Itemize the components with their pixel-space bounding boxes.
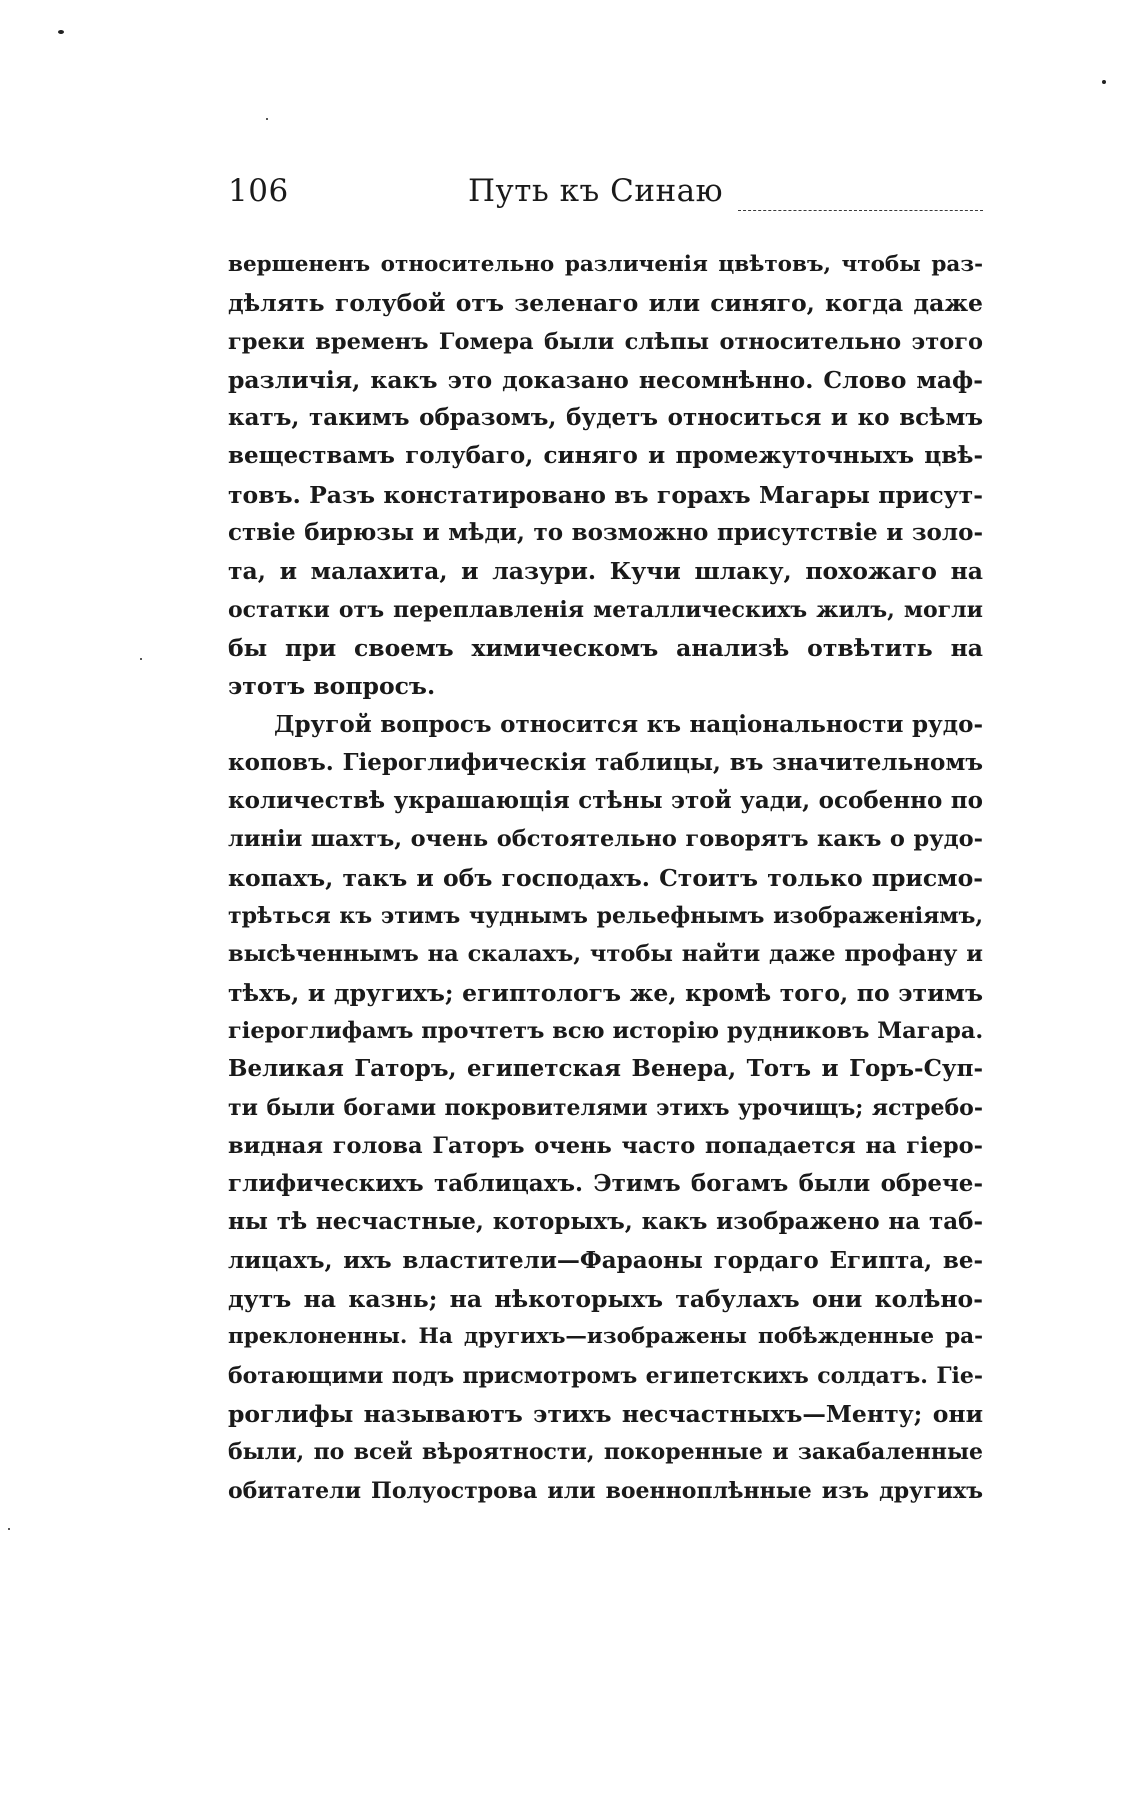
print-speck xyxy=(266,118,268,120)
page-number: 106 xyxy=(228,173,289,209)
text-line: бы при своемъ химическомъ анализѣ отвѣтить на xyxy=(228,633,983,662)
text-line: остатки отъ переплавленія металлическихъ жилъ, могли xyxy=(228,596,983,623)
running-title: Путь къ Синаю xyxy=(468,173,724,209)
text-line: глифическихъ таблицахъ. Этимъ богамъ были обрече- xyxy=(228,1170,983,1198)
text-line: линіи шахтъ, очень обстоятельно говорятъ какъ о рудо- xyxy=(228,826,983,853)
print-speck xyxy=(8,1528,10,1530)
text-line: высѣченнымъ на скалахъ, чтобы найти даже профану и xyxy=(228,941,983,968)
text-line: коповъ. Гіероглифическія таблицы, въ значительномъ xyxy=(228,748,983,776)
text-line: Великая Гаторъ, египетская Венера, Тотъ и Горъ-Суп- xyxy=(228,1055,983,1083)
text-line: тѣхъ, и другихъ; египтологъ же, кромѣ того, по этимъ xyxy=(228,978,983,1007)
text-line: лицахъ, ихъ властители—Фараоны гордаго Египта, ве- xyxy=(228,1246,983,1274)
text-line: этотъ вопросъ. xyxy=(228,672,436,701)
paragraph-2 xyxy=(228,706,983,1510)
text-line: катъ, такимъ образомъ, будетъ относиться и ко всѣмъ xyxy=(228,404,983,432)
text-line: были, по всей вѣроятности, покоренные и закабаленные xyxy=(228,1439,983,1466)
text-line: дѣлять голубой отъ зеленаго или синяго, когда даже xyxy=(228,289,983,318)
text-line: копахъ, такъ и объ господахъ. Стоитъ только присмо- xyxy=(228,863,983,892)
text-line: трѣться къ этимъ чуднымъ рельефнымъ изображеніямъ, xyxy=(228,903,983,930)
print-speck xyxy=(140,658,142,660)
header-rule xyxy=(738,210,983,211)
text-line: обитатели Полуострова или военноплѣнные изъ другихъ xyxy=(228,1477,983,1504)
text-line: роглифы называютъ этихъ несчастныхъ—Менту; они xyxy=(228,1399,983,1428)
text-line: дутъ на казнь; на нѣкоторыхъ табулахъ они колѣно- xyxy=(228,1285,983,1314)
text-line: ствіе бирюзы и мѣди, то возможно присутствіе и золо- xyxy=(228,519,983,547)
text-line: ти были богами покровителями этихъ урочищъ; ястребо- xyxy=(228,1094,983,1121)
text-line: товъ. Разъ констатировано въ горахъ Магары присут- xyxy=(228,480,983,509)
text-line: вершененъ относительно различенія цвѣтовъ, чтобы раз- xyxy=(228,252,983,277)
text-line: преклоненны. На другихъ—изображены побѣжденные ра- xyxy=(228,1324,983,1350)
page-header xyxy=(228,170,983,212)
text-line: ны тѣ несчастные, которыхъ, какъ изображено на таб- xyxy=(228,1208,983,1236)
body-text xyxy=(228,246,983,1510)
paragraph-1 xyxy=(228,246,983,706)
text-line: веществамъ голубаго, синяго и промежуточныхъ цвѣ- xyxy=(228,442,983,470)
text-line: количествѣ украшающія стѣны этой уади, особенно по xyxy=(228,787,983,815)
text-line: та, и малахита, и лазури. Кучи шлаку, похожаго на xyxy=(228,557,983,586)
text-line: гіероглифамъ прочтетъ всю исторію рудниковъ Магара. xyxy=(228,1017,984,1044)
text-line: Другой вопросъ относится къ національности рудо- xyxy=(274,710,983,738)
text-line: ботающими подъ присмотромъ египетскихъ солдатъ. Гіе- xyxy=(228,1362,983,1389)
text-line: греки временъ Гомера были слѣпы относительно этого xyxy=(228,328,983,355)
text-line: различія, какъ это доказано несомнѣнно. Слово маф- xyxy=(228,365,983,394)
text-line: видная голова Гаторъ очень часто попадается на гіеро- xyxy=(228,1132,983,1159)
print-speck xyxy=(1102,80,1106,84)
print-speck xyxy=(58,30,64,34)
